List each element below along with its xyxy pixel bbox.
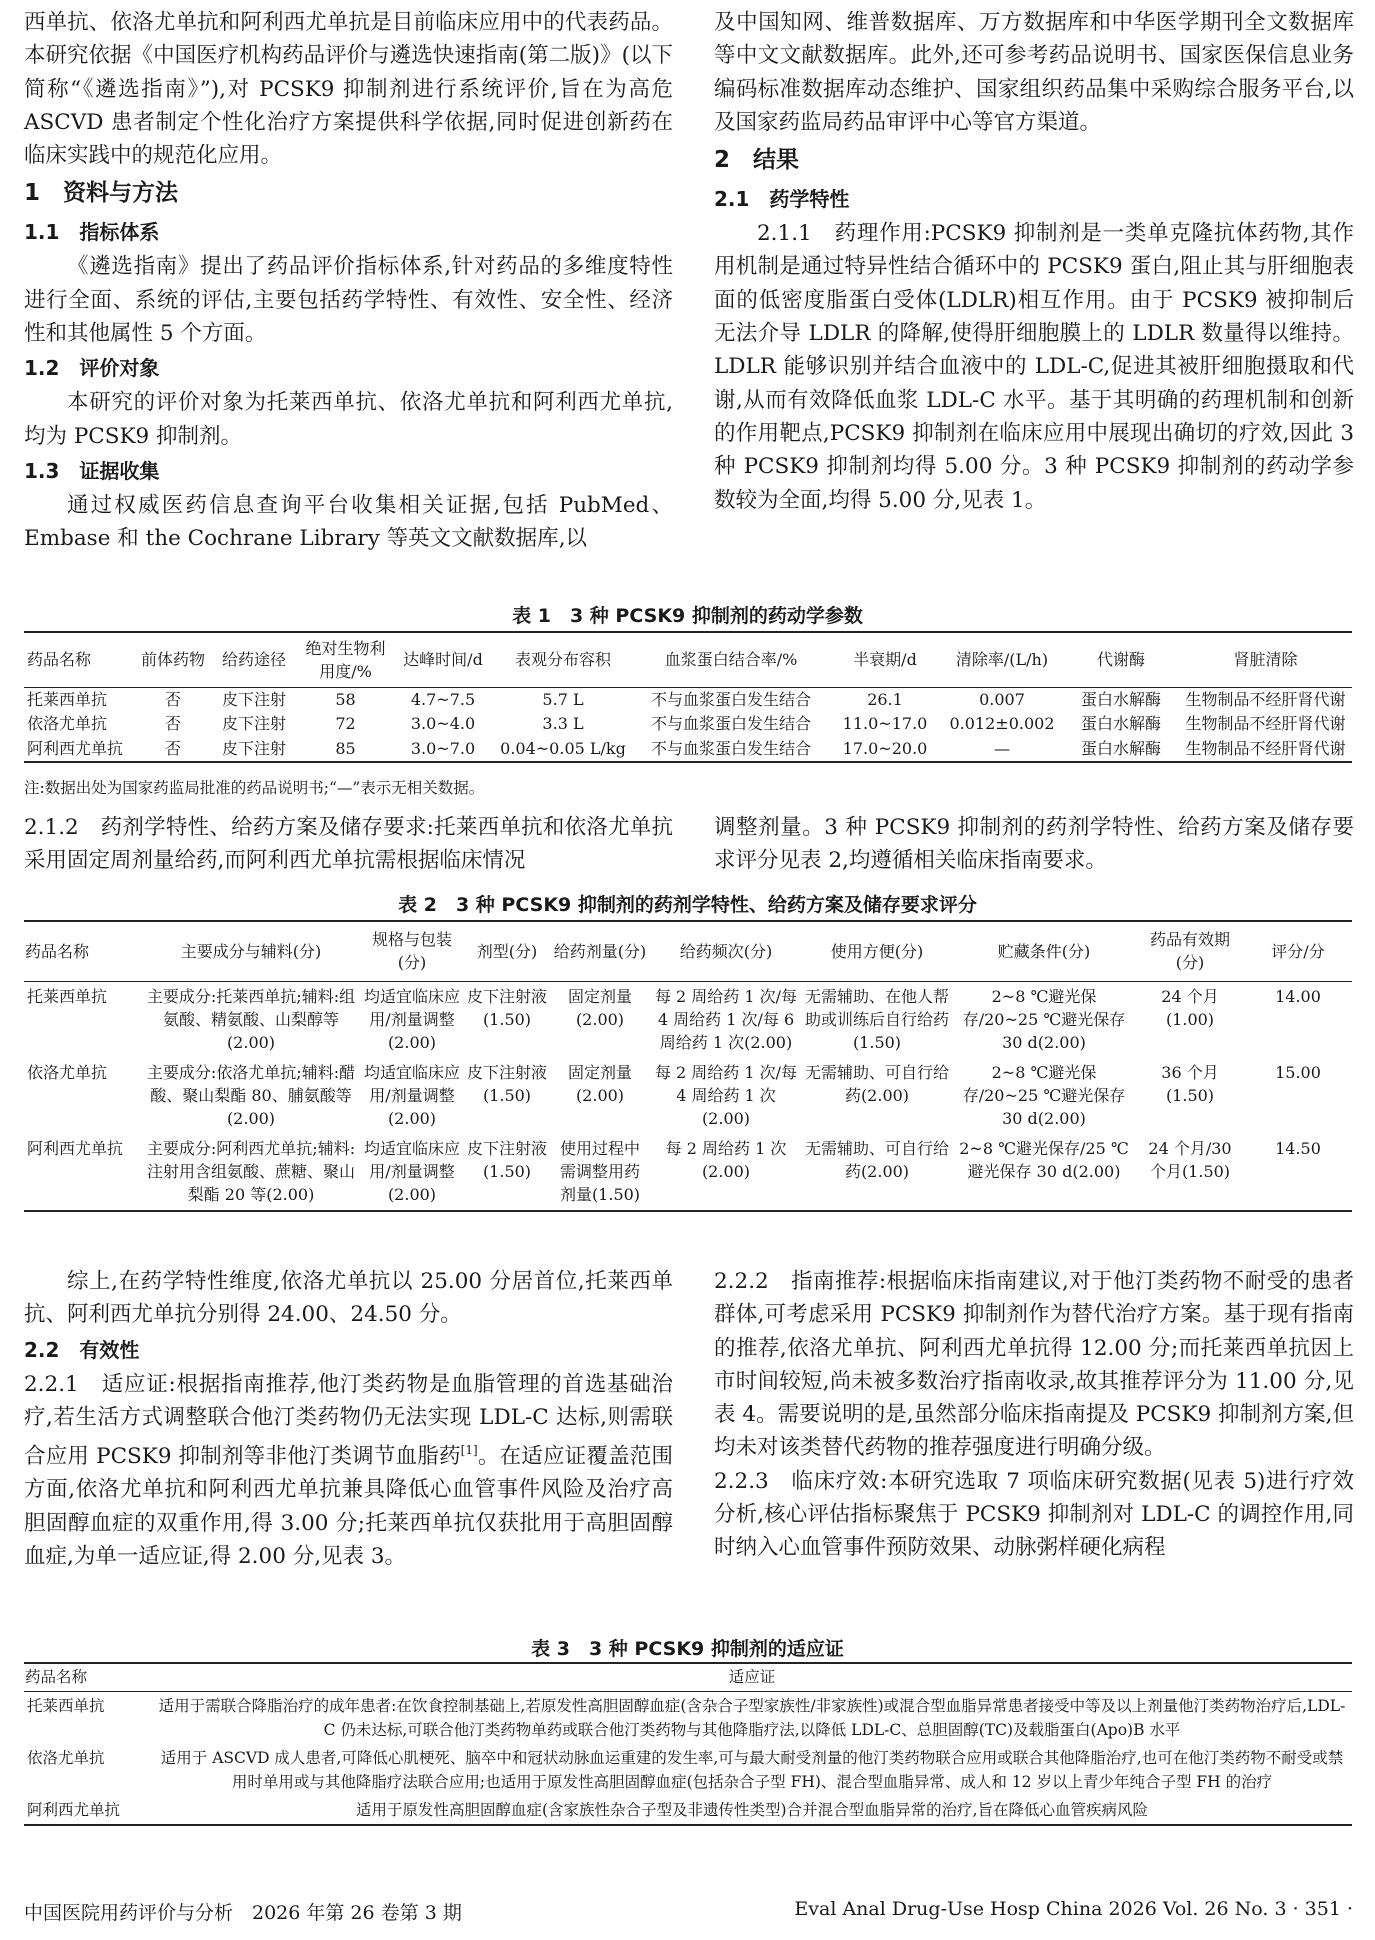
table-cell: — <box>994 739 1010 758</box>
table-cell: 托莱西单抗 <box>27 986 108 1006</box>
table-cell: 否 <box>164 689 181 709</box>
table-cell: 托莱西单抗 <box>27 689 108 709</box>
section-2-1-1-text: 2.1.1 药理作用:PCSK9 抑制剂是一类单克隆抗体药物,其作用机制是通过特异性结合循环中的 PCSK9 蛋白,阻止其与肝细胞表面的低密度脂蛋白受体(LDLR)相互作用。由于 PCSK9 被抑制后无法介导 LDLR 的降解,使得肝细胞膜上的 LDLR 数量得以维持。LDLR 能够识别并结合血液中的 LDL-C,促进其被肝细胞摄取和代谢,从而有效降低血浆 LDL-C 水平。基于其明确的药理机制和创新的作用靶点,PCSK9 抑制剂在临床应用中展现出确切的疗效,因此 3 种 PCSK9 抑制剂均得 5.00 分。3 种 PCSK9 抑制剂的药动学参数较为全面,均得 5.00 分,见表 1。 <box>714 221 1354 513</box>
table-cell: 24 个月(1.00) <box>1161 986 1219 1029</box>
table-2-header: 贮藏条件(分) <box>997 941 1091 961</box>
right-column-lower <box>714 1265 1354 1565</box>
section-2-2-1-text <box>24 1368 673 1574</box>
table-cell: 生物制品不经肝肾代谢 <box>1185 689 1346 709</box>
table-1-header: 表观分布容积 <box>514 650 611 670</box>
table-cell: 2~8 ℃避光保存/20~25 ℃避光保存 30 d(2.00) <box>962 986 1126 1052</box>
table-cell: 否 <box>164 714 181 733</box>
table-cell: 固定剂量(2.00) <box>567 1062 632 1105</box>
summary-paragraph: 综上,在药学特性维度,依洛尤单抗以 25.00 分居首位,托莱西单抗、阿利西尤单抗分别得 24.00、24.50 分。 <box>24 1269 673 1328</box>
table-cell: 不与血浆蛋白发生结合 <box>650 739 811 758</box>
section-2-2-1-part-a: 2.2.1 适应证:根据指南推荐,他汀类药物是血脂管理的首选基础治疗,若生活方式调整联合他汀类药物仍无法实现 LDL-C 达标,则需联合应用 PCSK9 抑制剂等非他汀类调节血脂药 <box>24 1371 673 1470</box>
table-row <box>24 712 1352 737</box>
evidence-continued-text: 及中国知网、维普数据库、万方数据库和中华医学期刊全文数据库等中文文献数据库。此外,还可参考药品说明书、国家医保信息业务编码标准数据库动态维护、国家组织药品集中采购综合服务平台,以及国家药监局药品审评中心等官方渠道。 <box>714 10 1354 135</box>
table-1 <box>24 631 1352 763</box>
table-2-caption: 表 2 3 种 PCSK9 抑制剂的药剂学特性、给药方案及储存要求评分 <box>398 894 977 916</box>
table-row <box>24 687 1352 712</box>
table-cell: 主要成分:托莱西单抗;辅料:组氨酸、精氨酸、山梨醇等(2.00) <box>146 986 356 1052</box>
table-cell: 每 2 周给药 1 次/每 4 周给药 1 次/每 6 周给药 1 次(2.00) <box>654 986 798 1052</box>
table-cell: 生物制品不经肝肾代谢 <box>1185 714 1346 733</box>
table-1-header: 血浆蛋白结合率/% <box>664 650 798 670</box>
table-cell: 皮下注射 <box>221 689 286 709</box>
table-1-header: 半衰期/d <box>853 650 917 670</box>
table-cell: 不与血浆蛋白发生结合 <box>650 714 811 733</box>
table-2-header: 使用方便(分) <box>830 941 924 961</box>
table-cell: 阿利西尤单抗 <box>27 739 124 758</box>
table-1-header: 前体药物 <box>140 650 205 670</box>
section-1-heading: 1 资料与方法 <box>24 180 179 207</box>
table-1-caption: 表 1 3 种 PCSK9 抑制剂的药动学参数 <box>512 605 863 627</box>
table-cell: 0.04~0.05 L/kg <box>500 739 626 758</box>
table-cell: 3.3 L <box>542 714 584 733</box>
table-cell: 适用于 ASCVD 成人患者,可降低心肌梗死、脑卒中和冠状动脉血运重建的发生率,可与最大耐受剂量的他汀类药物联合应用或联合其他降脂治疗,也可在他汀类药物不耐受或禁用时单用或与其他降脂疗法联合应用;也适用于原发性高胆固醇血症(包括杂合子型 FH)、混合型血脂异常、成人和 12 岁以上青少年纯合子型 FH 的治疗 <box>160 1748 1344 1791</box>
table-2-header: 给药频次(分) <box>679 941 773 961</box>
table-cell: 固定剂量(2.00) <box>567 986 632 1029</box>
table-1-header: 绝对生物利用度/% <box>305 638 386 681</box>
section-1-1-text: 《遴选指南》提出了药品评价指标体系,针对药品的多维度特性进行全面、系统的评估,主要包括药学特性、有效性、安全性、经济性和其他属性 5 个方面。 <box>24 254 673 347</box>
table-cell: 85 <box>335 739 356 758</box>
table-1-header-row <box>24 632 1352 687</box>
table-row <box>24 1796 1352 1825</box>
table-cell: 否 <box>164 739 181 758</box>
table-2-header: 评分/分 <box>1271 941 1325 961</box>
table-cell: 24 个月/30 个月(1.50) <box>1148 1138 1232 1181</box>
table-cell: 0.012±0.002 <box>949 714 1055 733</box>
table-cell: 无需辅助、可自行给药(2.00) <box>805 1138 950 1181</box>
section-1-1-heading: 1.1 指标体系 <box>24 220 160 245</box>
section-2-2-3-text: 2.2.3 临床疗效:本研究选取 7 项临床研究数据(见表 5)进行疗效分析,核心评估指标聚焦于 PCSK9 抑制剂对 LDL-C 的调控作用,同时纳入心血管事件预防效果、动脉粥样硬化病程 <box>714 1468 1354 1561</box>
table-3-header: 适应证 <box>728 1668 776 1687</box>
table-2-header-row <box>24 921 1352 981</box>
table-cell: 蛋白水解酶 <box>1080 739 1161 758</box>
table-2-header: 药品名称 <box>25 941 90 961</box>
table-cell: 生物制品不经肝肾代谢 <box>1185 739 1346 758</box>
section-2-1-2-text: 2.1.2 药剂学特性、给药方案及储存要求:托莱西单抗和依洛尤单抗采用固定周剂量给药,而阿利西尤单抗需根据临床情况 <box>24 815 673 874</box>
table-3-caption: 表 3 3 种 PCSK9 抑制剂的适应证 <box>531 1638 844 1660</box>
table-2-header: 给药剂量(分) <box>553 941 647 961</box>
reference-1: [1] <box>460 1443 478 1458</box>
table-cell: 主要成分:依洛尤单抗;辅料:醋酸、聚山梨酯 80、脯氨酸等(2.00) <box>146 1062 356 1128</box>
table-cell: 58 <box>335 689 356 709</box>
table-cell: 无需辅助、可自行给药(2.00) <box>805 1062 950 1105</box>
table-3 <box>24 1662 1352 1826</box>
table-cell: 无需辅助、在他人帮助或训练后自行给药(1.50) <box>805 986 950 1052</box>
table-cell: 蛋白水解酶 <box>1080 689 1161 709</box>
table-1-header: 代谢酶 <box>1096 650 1145 670</box>
table-row <box>24 1058 1352 1134</box>
table-2-header: 规格与包装(分) <box>371 930 452 973</box>
left-column-top <box>24 6 673 556</box>
table-cell: 15.00 <box>1275 1062 1321 1082</box>
table-cell: 3.0~4.0 <box>410 714 476 733</box>
table-cell: 26.1 <box>867 689 903 709</box>
section-1-3-heading: 1.3 证据收集 <box>24 458 160 483</box>
table-cell: 适用于原发性高胆固醇血症(含家族性杂合子型及非遗传性类型)合并混合型血脂异常的治疗,旨在降低心血管疾病风险 <box>355 1800 1149 1819</box>
table-cell: 每 2 周给药 1 次(2.00) <box>665 1138 787 1181</box>
table-cell: 阿利西尤单抗 <box>27 1138 124 1158</box>
table-cell: 依洛尤单抗 <box>27 1062 108 1082</box>
table-cell: 0.007 <box>979 689 1025 709</box>
table-cell: 皮下注射 <box>221 714 286 733</box>
left-column-lower <box>24 1265 673 1573</box>
table-1-header: 药品名称 <box>27 650 92 670</box>
section-2-2-2-text: 2.2.2 指南推荐:根据临床指南建议,对于他汀类药物不耐受的患者群体,可考虑采用 PCSK9 抑制剂作为替代治疗方案。基于现有指南的推荐,依洛尤单抗、阿利西尤单抗得 12.00 分;而托莱西单抗因上市时间较短,尚未被多数治疗指南收录,故其推荐评分为 11.00 分,见表 4。需要说明的是,虽然部分临床指南提及 PCSK9 抑制剂方案,但均未对该类替代药物的推荐强度进行明确分级。 <box>714 1269 1354 1461</box>
table-cell: 14.50 <box>1275 1138 1321 1158</box>
table-2-header: 剂型(分) <box>476 941 538 961</box>
table-cell: 依洛尤单抗 <box>27 1748 105 1767</box>
section-1-2-text: 本研究的评价对象为托莱西单抗、依洛尤单抗和阿利西尤单抗,均为 PCSK9 抑制剂。 <box>24 390 673 449</box>
table-cell: 依洛尤单抗 <box>27 714 108 733</box>
table-cell: 皮下注射液(1.50) <box>467 986 548 1029</box>
section-2-heading: 2 结果 <box>714 147 800 174</box>
table-cell: 36 个月(1.50) <box>1161 1062 1219 1105</box>
right-column-mid <box>714 811 1354 878</box>
table-cell: 不与血浆蛋白发生结合 <box>650 689 811 709</box>
right-column-top <box>714 6 1354 517</box>
table-cell: 皮下注射液(1.50) <box>467 1062 548 1105</box>
table-cell: 2~8 ℃避光保存/25 ℃避光保存 30 d(2.00) <box>959 1138 1129 1181</box>
table-row <box>24 1134 1352 1211</box>
table-cell: 17.0~20.0 <box>842 739 928 758</box>
table-3-header: 药品名称 <box>25 1668 88 1687</box>
table-cell: 11.0~17.0 <box>842 714 928 733</box>
table-cell: 3.0~7.0 <box>410 739 476 758</box>
section-1-3-text: 通过权威医药信息查询平台收集相关证据,包括 PubMed、Embase 和 the Cochrane Library 等英文文献数据库,以 <box>24 492 673 552</box>
table-1-header: 肾脏清除 <box>1233 650 1298 670</box>
table-1-header: 给药途径 <box>221 650 286 670</box>
section-2-1-heading: 2.1 药学特性 <box>714 187 850 212</box>
table-cell: 使用过程中需调整用药剂量(1.50) <box>559 1138 641 1204</box>
footer-journal-en: Eval Anal Drug-Use Hosp China 2026 Vol. 26 No. 3 · 351 · <box>794 1898 1353 1920</box>
table-cell: 72 <box>335 714 356 733</box>
table-cell: 每 2 周给药 1 次/每 4 周给药 1 次(2.00) <box>654 1062 798 1128</box>
table-cell: 均适宜临床应用/剂量调整(2.00) <box>363 986 460 1052</box>
table-cell: 皮下注射液(1.50) <box>467 1138 548 1181</box>
table-row <box>24 981 1352 1058</box>
section-2-2-heading: 2.2 有效性 <box>24 1337 140 1362</box>
intro-paragraph: 西单抗、依洛尤单抗和阿利西尤单抗是目前临床应用中的代表药品。本研究依据《中国医疗机构药品评价与遴选快速指南(第二版)》(以下简称“《遴选指南》”),对 PCSK9 抑制剂进行系统评价,旨在为高危 ASCVD 患者制定个性化治疗方案提供科学依据,同时促进创新药在临床实践中的规范化应用。 <box>24 10 673 169</box>
table-2 <box>24 920 1352 1212</box>
table-1-header: 清除率/(L/h) <box>955 650 1049 670</box>
section-2-1-2-continued: 调整剂量。3 种 PCSK9 抑制剂的药剂学特性、给药方案及储存要求评分见表 2,均遵循相关临床指南要求。 <box>714 815 1354 874</box>
table-cell: 托莱西单抗 <box>27 1696 105 1715</box>
table-cell: 2~8 ℃避光保存/20~25 ℃避光保存 30 d(2.00) <box>962 1062 1126 1128</box>
table-3-header-row <box>24 1663 1352 1691</box>
table-cell: 皮下注射 <box>221 739 286 758</box>
left-column-mid <box>24 811 673 878</box>
table-cell: 适用于需联合降脂治疗的成年患者:在饮食控制基础上,若原发性高胆固醇血症(含杂合子型家族性/非家族性)或混合型血脂异常患者接受中等及以上剂量他汀类药物治疗后,LDL-C 仍未达标,可联合他汀类药物单药或联合他汀类药物与其他降脂疗法,以降低 LDL-C、总胆固醇(TC)及载脂蛋白(Apo)B 水平 <box>158 1696 1346 1739</box>
table-2-header: 主要成分与辅料(分) <box>180 941 322 961</box>
table-cell: 14.00 <box>1275 986 1321 1006</box>
table-cell: 5.7 L <box>542 689 584 709</box>
section-2-2-1-part-b: 。在适应证覆盖范围方面,依洛尤单抗和阿利西尤单抗兼具降低心血管事件风险及治疗高胆固醇血症的双重作用,得 3.00 分;托莱西单抗仅获批用于高胆固醇血症,为单一适应证,得 2.00 分,见表 3。 <box>24 1444 673 1570</box>
table-1-note: 注:数据出处为国家药监局批准的药品说明书;“—”表示无相关数据。 <box>24 779 485 797</box>
footer-journal-cn: 中国医院用药评价与分析 2026 年第 26 卷第 3 期 <box>24 1902 462 1924</box>
table-2-header: 药品有效期(分) <box>1149 930 1230 973</box>
table-row <box>24 737 1352 762</box>
table-cell: 主要成分:阿利西尤单抗;辅料:注射用含组氨酸、蔗糖、聚山梨酯 20 等(2.00) <box>146 1138 356 1204</box>
table-cell: 4.7~7.5 <box>410 689 476 709</box>
table-cell: 均适宜临床应用/剂量调整(2.00) <box>363 1138 460 1204</box>
table-row <box>24 1691 1352 1744</box>
table-cell: 蛋白水解酶 <box>1080 714 1161 733</box>
table-row <box>24 1744 1352 1796</box>
section-1-2-heading: 1.2 评价对象 <box>24 356 160 381</box>
table-cell: 均适宜临床应用/剂量调整(2.00) <box>363 1062 460 1128</box>
table-1-header: 达峰时间/d <box>403 650 483 670</box>
table-cell: 阿利西尤单抗 <box>27 1800 121 1819</box>
